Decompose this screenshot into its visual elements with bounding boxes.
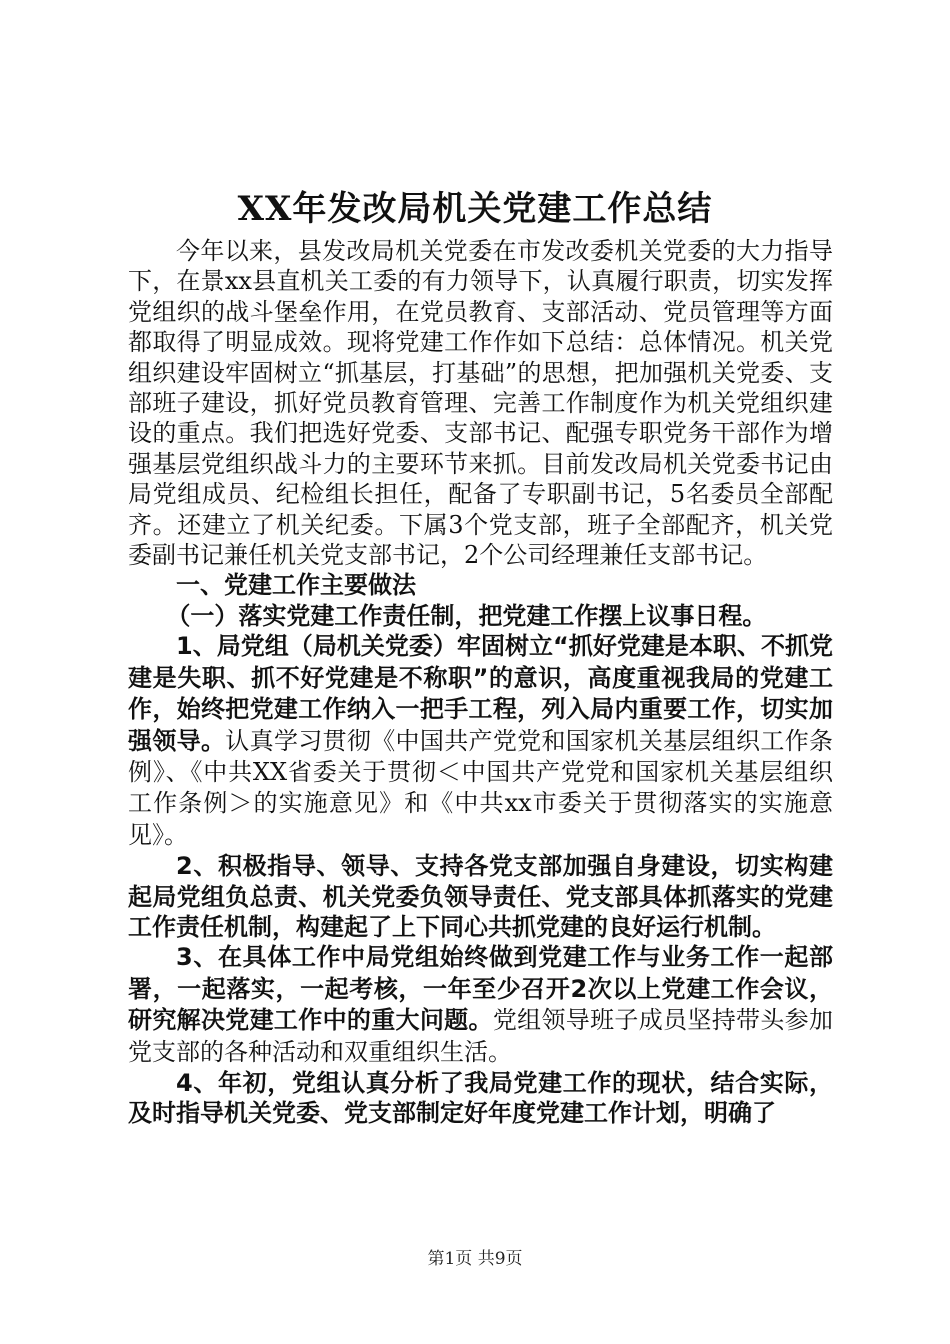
item-3-bold-text: 3、在具体工作中局党组始终做到党建工作与业务工作一起部署，一起落实，一起考核，一年至少召开2次以上党建工作会议，研究解决党建工作中的重大问题。 bbox=[128, 943, 833, 1035]
document-body bbox=[128, 236, 833, 1129]
item-3-paragraph bbox=[128, 942, 833, 1068]
document-title: XX年发改局机关党建工作总结 bbox=[237, 189, 713, 229]
intro-paragraph: 今年以来，县发改局机关党委在市发改委机关党委的大力指导下，在景xx县直机关工委的有力领导下，认真履行职责，切实发挥党组织的战斗堡垒作用，在党员教育、支部活动、党员管理等方面都取得了明显成效。现将党建工作作如下总结：总体情况。机关党组织建设牢固树立“抓基层，打基础”的思想，把加强机关党委、支部班子建设，抓好党员教育管理、完善工作制度作为机关党组织建设的重点。我们把选好党委、支部书记、配强专职党务干部作为增强基层党组织战斗力的主要环节来抓。目前发改局机关党委书记由局党组成员、纪检组长担任，配备了专职副书记，5名委员全部配齐。还建立了机关纪委。下属3个党支部，班子全部配齐，机关党委副书记兼任机关党支部书记，2个公司经理兼任支部书记。 bbox=[128, 237, 833, 570]
item-2-paragraph: 2、积极指导、领导、支持各党支部加强自身建设，切实构建起局党组负总责、机关党委负领导责任、党支部具体抓落实的党建工作责任机制，构建起了上下同心共抓党建的良好运行机制。 bbox=[128, 852, 833, 941]
section-heading: 一、党建工作主要做法 bbox=[176, 571, 416, 600]
page-indicator: 第1页 共9页 bbox=[427, 1249, 523, 1269]
item-3-normal-text: 党组领导班子成员坚持带头参加党支部的各种活动和双重组织生活。 bbox=[128, 1006, 834, 1066]
item-1-paragraph bbox=[128, 631, 833, 851]
subsection-heading: （一）落实党建工作责任制，把党建工作摆上议事日程。 bbox=[166, 601, 767, 630]
item-1-normal-text: 认真学习贯彻《中国共产党党和国家机关基层组织工作条例》、《中共XX省委关于贯彻＜中国共产党党和国家机关基层组织工作条例＞的实施意见》和《中共xx市委关于贯彻落实的实施意见》。 bbox=[128, 726, 834, 849]
item-1-bold-text: 1、局党组（局机关党委）牢固树立“抓好党建是本职、不抓党建是失职、抓不好党建是不称职”的意识，高度重视我局的党建工作，始终把党建工作纳入一把手工程，列入局内重要工作，切实加强领导。 bbox=[128, 632, 833, 755]
item-4-paragraph: 4、年初，党组认真分析了我局党建工作的现状，结合实际，及时指导机关党委、党支部制定好年度党建工作计划，明确了 bbox=[128, 1068, 833, 1128]
